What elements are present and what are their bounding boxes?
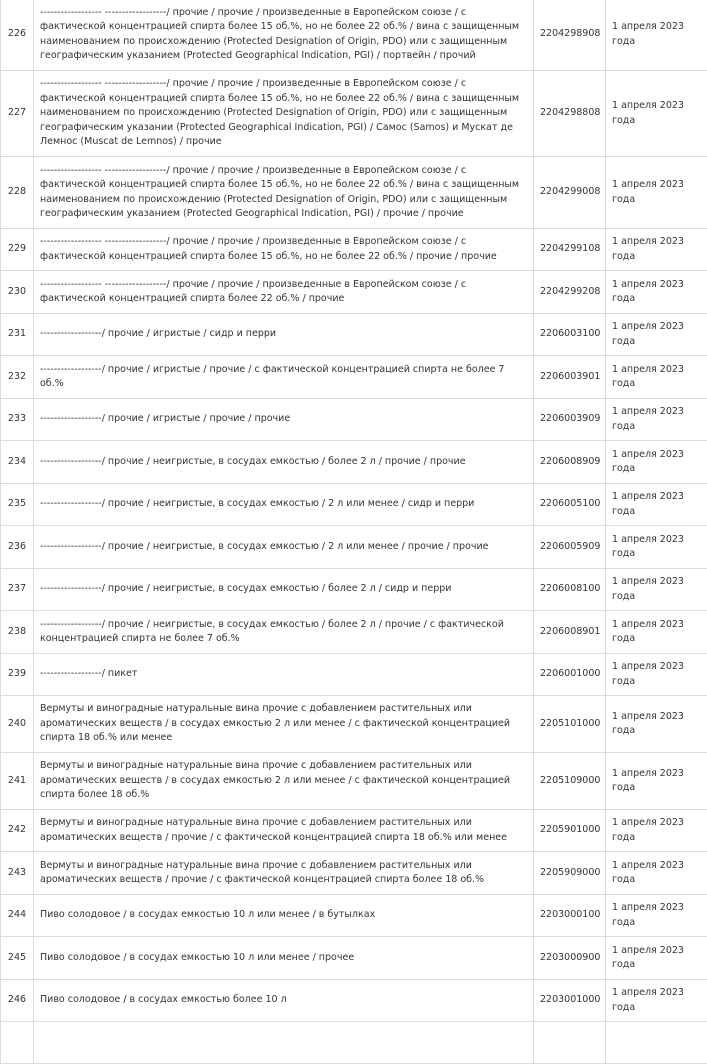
row-code: 2204299108 [534, 229, 606, 271]
row-code: 2206008100 [534, 569, 606, 611]
row-description: Пиво солодовое / в сосудах емкостью более 10 л [34, 980, 534, 1022]
row-number: 226 [1, 0, 34, 71]
row-code: 2203001000 [534, 980, 606, 1022]
row-description: ------------------ ------------------/ прочие / прочие / произведенные в Европейском союзе / с фактической концентрацией спирта более 15 об.%, но не более 22 об.% / вина с защищенным наименованием по происхождению (Protected Designation of Origin, PDO) или с защищенным географическим указанием (Protected Geographical Indication, PGI) / портвейн / прочий [34, 0, 534, 71]
table-row [1, 229, 707, 271]
row-date: 1 апреля 2023 года [606, 569, 707, 611]
table-row [1, 356, 707, 399]
row-number: 233 [1, 399, 34, 441]
row-description: Пиво солодовое / в сосудах емкостью 10 л или менее / прочее [34, 937, 534, 980]
row-description: ------------------/ прочие / игристые / сидр и перри [34, 314, 534, 356]
row-date: 1 апреля 2023 года [606, 71, 707, 157]
row-date: 1 апреля 2023 года [606, 852, 707, 895]
row-code: 2206001000 [534, 654, 606, 696]
row-date: 1 апреля 2023 года [606, 810, 707, 852]
row-date: 1 апреля 2023 года [606, 0, 707, 71]
row-description: ------------------ ------------------/ прочие / прочие / произведенные в Европейском союзе / с фактической концентрацией спирта более 15 об.%, но не более 22 об.% / вина с защищенным наименованием по происхождению (Protected Designation of Origin, PDO) или с защищенным географическим указанием (Protected Geographical Indication, PGI) / прочие / прочие [34, 157, 534, 229]
row-number: 232 [1, 356, 34, 399]
table-row [1, 895, 707, 937]
row-date: 1 апреля 2023 года [606, 271, 707, 314]
row-description: ------------------/ прочие / игристые / прочие / прочие [34, 399, 534, 441]
row-description: Вермуты и виноградные натуральные вина прочие с добавлением растительных или ароматических веществ / прочие / с фактической концентрацией спирта 18 об.% или менее [34, 810, 534, 852]
row-date [606, 1022, 707, 1064]
row-description: Вермуты и виноградные натуральные вина прочие с добавлением растительных или ароматических веществ / прочие / с фактической концентрацией спирта более 18 об.% [34, 852, 534, 895]
row-date: 1 апреля 2023 года [606, 980, 707, 1022]
row-number: 235 [1, 484, 34, 526]
row-date: 1 апреля 2023 года [606, 696, 707, 753]
row-date: 1 апреля 2023 года [606, 654, 707, 696]
table-row [1, 526, 707, 569]
row-code: 2203000900 [534, 937, 606, 980]
row-description: ------------------/ пикет [34, 654, 534, 696]
row-code: 2206003100 [534, 314, 606, 356]
row-date: 1 апреля 2023 года [606, 937, 707, 980]
row-number [1, 1022, 34, 1064]
table-row [1, 399, 707, 441]
row-code: 2205909000 [534, 852, 606, 895]
row-description: ------------------ ------------------/ прочие / прочие / произведенные в Европейском союзе / с фактической концентрацией спирта более 22 об.% / прочие [34, 271, 534, 314]
row-description [34, 1022, 534, 1064]
row-description: ------------------ ------------------/ прочие / прочие / произведенные в Европейском союзе / с фактической концентрацией спирта более 15 об.%, но не более 22 об.% / прочие / прочие [34, 229, 534, 271]
row-date: 1 апреля 2023 года [606, 611, 707, 654]
table-row [1, 654, 707, 696]
row-date: 1 апреля 2023 года [606, 753, 707, 810]
table-row [1, 71, 707, 157]
row-number: 234 [1, 441, 34, 484]
row-description: Пиво солодовое / в сосудах емкостью 10 л или менее / в бутылках [34, 895, 534, 937]
row-number: 236 [1, 526, 34, 569]
row-date: 1 апреля 2023 года [606, 229, 707, 271]
row-number: 240 [1, 696, 34, 753]
row-description: ------------------/ прочие / неигристые, в сосудах емкостью / более 2 л / сидр и перри [34, 569, 534, 611]
row-description: Вермуты и виноградные натуральные вина прочие с добавлением растительных или ароматических веществ / в сосудах емкостью 2 л или менее / с фактической концентрацией спирта более 18 об.% [34, 753, 534, 810]
row-description: Вермуты и виноградные натуральные вина прочие с добавлением растительных или ароматических веществ / в сосудах емкостью 2 л или менее / с фактической концентрацией спирта 18 об.% или менее [34, 696, 534, 753]
row-code: 2206008909 [534, 441, 606, 484]
table-row [1, 1022, 707, 1064]
row-number: 227 [1, 71, 34, 157]
table-row [1, 314, 707, 356]
row-code: 2203000100 [534, 895, 606, 937]
table-row [1, 484, 707, 526]
table-row [1, 271, 707, 314]
row-date: 1 апреля 2023 года [606, 399, 707, 441]
row-date: 1 апреля 2023 года [606, 356, 707, 399]
row-number: 237 [1, 569, 34, 611]
table-row [1, 0, 707, 71]
row-number: 231 [1, 314, 34, 356]
row-code: 2204298808 [534, 71, 606, 157]
row-number: 228 [1, 157, 34, 229]
row-code [534, 1022, 606, 1064]
row-number: 229 [1, 229, 34, 271]
row-date: 1 апреля 2023 года [606, 895, 707, 937]
row-number: 238 [1, 611, 34, 654]
row-number: 242 [1, 810, 34, 852]
row-number: 241 [1, 753, 34, 810]
row-description: ------------------/ прочие / неигристые, в сосудах емкостью / 2 л или менее / сидр и перри [34, 484, 534, 526]
row-number: 243 [1, 852, 34, 895]
row-code: 2205109000 [534, 753, 606, 810]
table-row [1, 157, 707, 229]
table-row [1, 569, 707, 611]
table-row [1, 810, 707, 852]
row-code: 2206008901 [534, 611, 606, 654]
row-number: 239 [1, 654, 34, 696]
row-code: 2205101000 [534, 696, 606, 753]
row-description: ------------------/ прочие / неигристые, в сосудах емкостью / более 2 л / прочие / прочие [34, 441, 534, 484]
table-row [1, 937, 707, 980]
row-number: 230 [1, 271, 34, 314]
row-code: 2206003909 [534, 399, 606, 441]
row-description: ------------------/ прочие / игристые / прочие / с фактической концентрацией спирта не более 7 об.% [34, 356, 534, 399]
row-date: 1 апреля 2023 года [606, 314, 707, 356]
row-description: ------------------/ прочие / неигристые, в сосудах емкостью / более 2 л / прочие / с фактической концентрацией спирта не более 7 об.% [34, 611, 534, 654]
table-row [1, 753, 707, 810]
table-row [1, 611, 707, 654]
row-number: 246 [1, 980, 34, 1022]
row-date: 1 апреля 2023 года [606, 441, 707, 484]
row-date: 1 апреля 2023 года [606, 526, 707, 569]
row-description: ------------------ ------------------/ прочие / прочие / произведенные в Европейском союзе / с фактической концентрацией спирта более 15 об.%, но не более 22 об.% / вина с защищенным наименованием по происхождению (Protected Designation of Origin, PDO) или с защищенным географическим указании (Protected Geographical Indication, PGI) / Самос (Samos) и Мускат де Лемнос (Muscat de Lemnos) / прочие [34, 71, 534, 157]
row-number: 244 [1, 895, 34, 937]
table-row [1, 980, 707, 1022]
row-code: 2206003901 [534, 356, 606, 399]
table-body [1, 0, 707, 1064]
row-description: ------------------/ прочие / неигристые, в сосудах емкостью / 2 л или менее / прочие / прочие [34, 526, 534, 569]
table-row [1, 852, 707, 895]
row-code: 2204299208 [534, 271, 606, 314]
row-code: 2204298908 [534, 0, 606, 71]
row-date: 1 апреля 2023 года [606, 484, 707, 526]
row-date: 1 апреля 2023 года [606, 157, 707, 229]
row-number: 245 [1, 937, 34, 980]
row-code: 2206005909 [534, 526, 606, 569]
row-code: 2206005100 [534, 484, 606, 526]
row-code: 2204299008 [534, 157, 606, 229]
row-code: 2205901000 [534, 810, 606, 852]
table-row [1, 696, 707, 753]
table-row [1, 441, 707, 484]
